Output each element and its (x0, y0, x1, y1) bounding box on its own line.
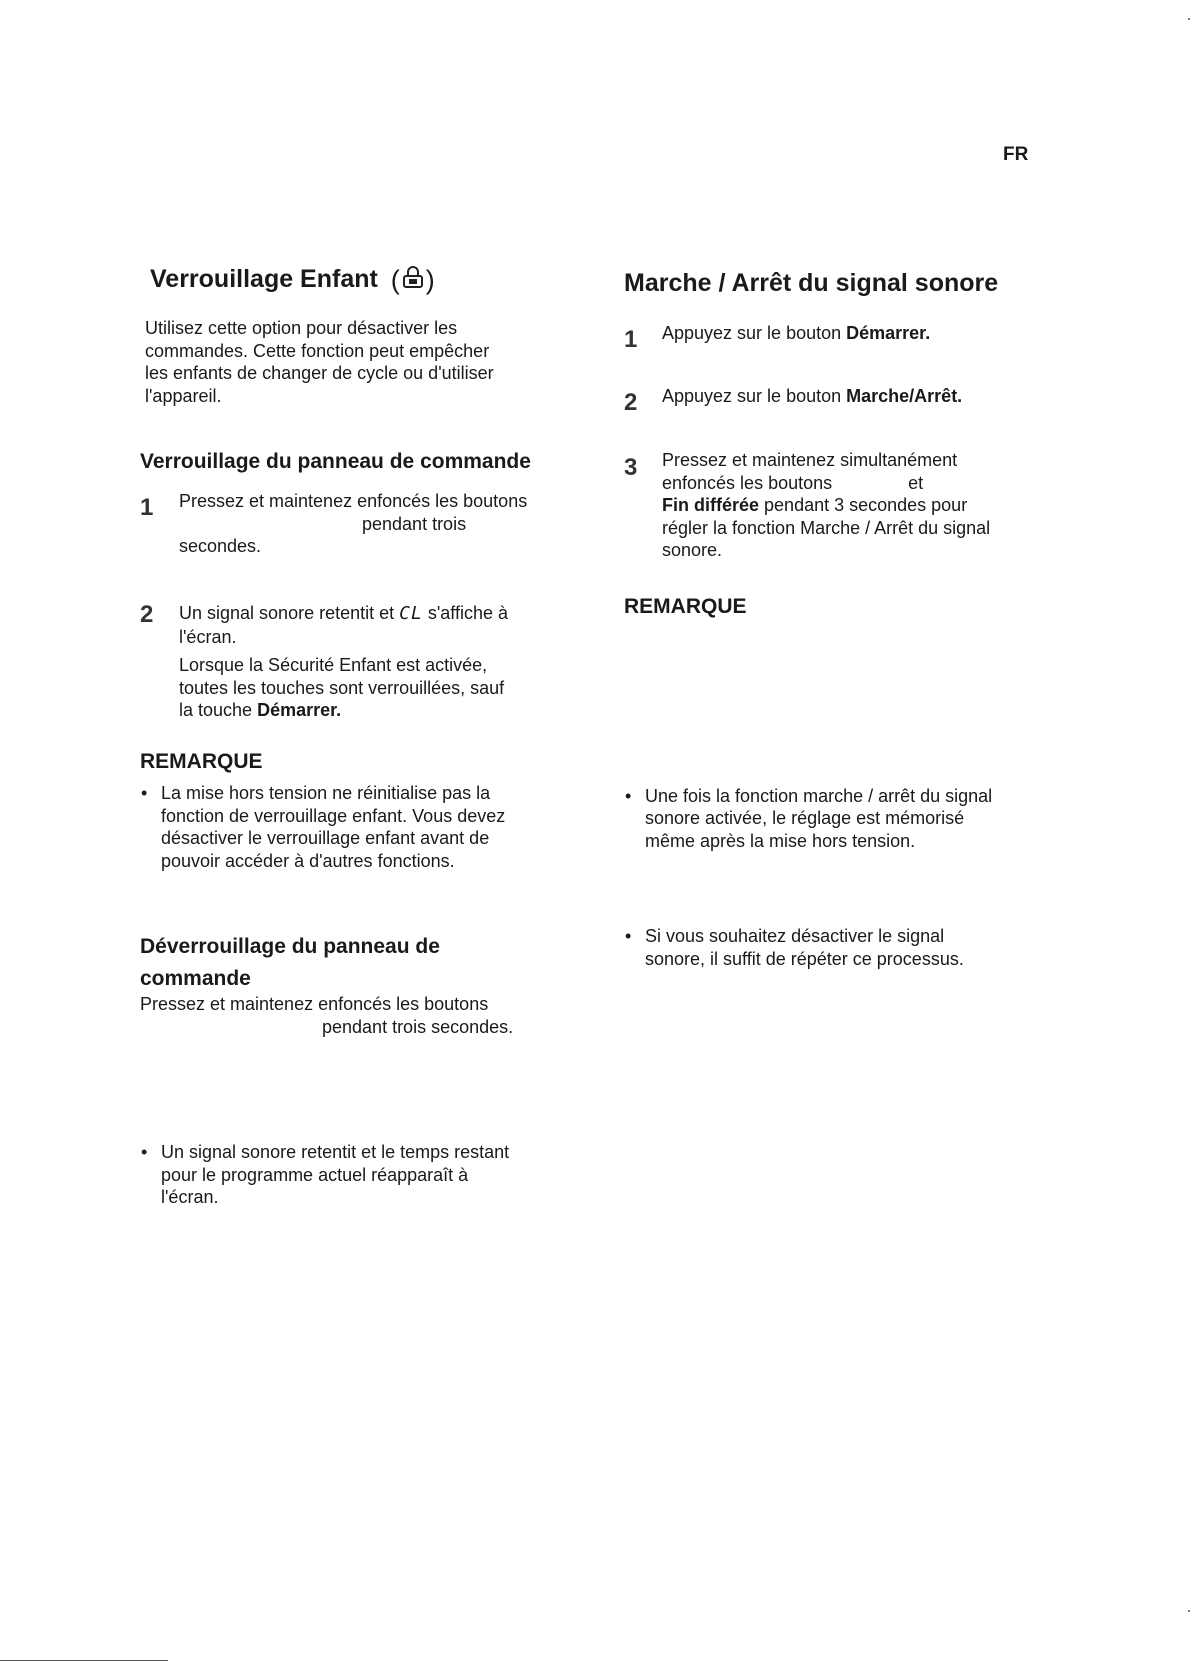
footer-rule (0, 1660, 168, 1661)
step-line: sonore. (662, 540, 723, 560)
note-heading: REMARQUE (140, 750, 263, 773)
start-button-ref: Démarrer. (257, 700, 342, 720)
step-line: pendant trois (362, 513, 467, 534)
step-line (179, 699, 508, 722)
start-button-ref: Démarrer. (846, 323, 931, 343)
cl-display-symbol: CL (399, 603, 423, 624)
step-text: s'affiche à (427, 603, 508, 623)
child-lock-title (150, 265, 435, 298)
unlock-panel-heading (140, 931, 440, 995)
beep-step-3-text (662, 449, 990, 562)
step-number: 2 (140, 601, 154, 628)
note-line: • Si vous souhaitez désactiver le signal (645, 926, 945, 946)
beep-step-1-text (662, 322, 930, 345)
step-text: et (908, 472, 924, 493)
step-text: Appuyez sur le bouton (662, 323, 842, 343)
step-text: Appuyez sur le bouton (662, 386, 842, 406)
note-line: pouvoir accéder à d'autres fonctions. (161, 850, 455, 871)
unlock-line: Pressez et maintenez enfoncés les boutons (140, 994, 489, 1014)
child-lock-title-text: Verrouillage Enfant (150, 265, 378, 293)
bullet-line: pour le programme actuel réapparaît à (161, 1164, 469, 1185)
intro-line: Utilisez cette option pour désactiver les (145, 318, 458, 338)
step-line (662, 494, 990, 517)
step-text: la touche (179, 700, 253, 720)
intro-line: commandes. Cette fonction peut empêcher (145, 340, 490, 361)
bullet-line: l'écran. (161, 1187, 219, 1207)
beep-title: Marche / Arrêt du signal sonore (624, 269, 999, 297)
note-line: sonore, il suffit de répéter ce processus. (645, 948, 964, 969)
delay-end-button-ref: Fin différée (662, 495, 760, 515)
note-line: • Une fois la fonction marche / arrêt du signal (645, 785, 993, 806)
heading-line: commande (140, 967, 251, 990)
heading-line: Déverrouillage du panneau de (140, 935, 440, 958)
unlock-text (140, 993, 513, 1038)
step-line: Pressez et maintenez enfoncés les boutons (179, 491, 528, 511)
power-button-ref: Marche/Arrêt. (846, 386, 963, 406)
note-line: fonction de verrouillage enfant. Vous devez (161, 805, 506, 826)
lock-icon (400, 265, 426, 298)
unlock-line: pendant trois secondes. (322, 1016, 514, 1037)
step-line: l'écran. (179, 626, 237, 647)
lock-step-1-text (179, 490, 527, 558)
intro-line: les enfants de changer de cycle ou d'utiliser (145, 363, 494, 383)
note-line: • La mise hors tension ne réinitialise pas la (161, 783, 491, 803)
note-heading: REMARQUE (624, 595, 747, 618)
note-line: désactiver le verrouillage enfant avant de (161, 828, 490, 848)
lock-symbol (391, 265, 435, 298)
crop-mark (1188, 18, 1190, 20)
child-lock-intro (145, 317, 494, 407)
step-number: 2 (624, 389, 638, 416)
step-text: Un signal sonore retentit et (179, 603, 395, 623)
crop-mark (1188, 1610, 1190, 1612)
lock-panel-heading: Verrouillage du panneau de commande (140, 450, 531, 473)
note-line: même après la mise hors tension. (645, 830, 916, 851)
step-line (179, 602, 508, 626)
beep-step-2-text (662, 385, 962, 408)
paren-open: ( (390, 265, 400, 295)
paren-close: ) (425, 265, 435, 295)
language-label: FR (1003, 144, 1029, 165)
step-line: Lorsque la Sécurité Enfant est activée, (179, 655, 488, 675)
intro-line: l'appareil. (145, 385, 222, 406)
step-number: 3 (624, 454, 638, 481)
step-text: enfoncés les boutons (662, 472, 833, 493)
note-line: sonore activée, le réglage est mémorisé (645, 808, 965, 828)
step-line: toutes les touches sont verrouillées, sauf (179, 677, 505, 698)
step-line: Pressez et maintenez simultanément (662, 450, 958, 470)
note-bullet (624, 785, 1192, 853)
step-line: secondes. (179, 536, 262, 556)
step-line (662, 472, 990, 495)
unlock-bullet (140, 1141, 1192, 1209)
step-text: pendant 3 secondes pour (764, 495, 968, 515)
bullet-line: • Un signal sonore retentit et le temps restant (161, 1142, 510, 1162)
note-bullet (624, 925, 1192, 970)
step-number: 1 (140, 494, 154, 521)
step-number: 1 (624, 326, 638, 353)
lock-step-2-text (179, 602, 508, 722)
step-line: régler la fonction Marche / Arrêt du signal (662, 517, 991, 538)
